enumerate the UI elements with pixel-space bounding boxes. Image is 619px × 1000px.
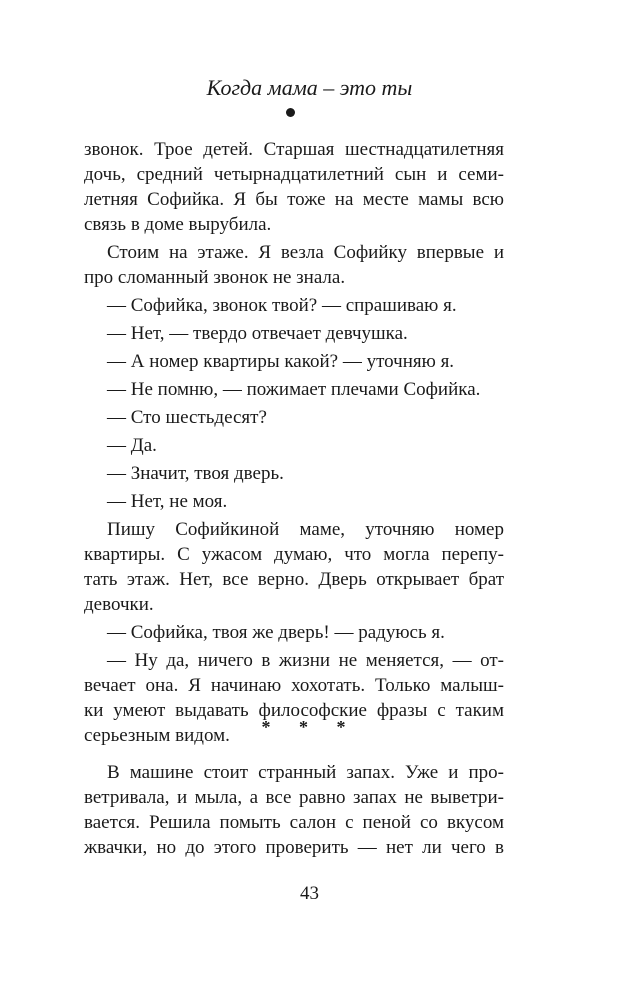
text-line: серьезным видом.: [84, 725, 230, 746]
text-line: ветривала, и мыла, а все равно запах не выветри-: [84, 787, 504, 808]
dialogue-line: — Да.: [107, 435, 157, 456]
text-line: вечает она. Я начинаю хохотать. Только малыш-: [84, 675, 504, 696]
header-bullet-icon: [286, 108, 295, 117]
text-line: Пишу Софийкиной маме, уточняю номер: [107, 519, 504, 540]
text-line: девочки.: [84, 594, 154, 615]
text-block-next-section: [84, 760, 504, 860]
text-line: квартиры. С ужасом думаю, что могла перепу-: [84, 544, 504, 565]
dialogue-line: — А номер квартиры какой? — уточняю я.: [107, 351, 455, 372]
text-line: летняя Софийка. Я бы тоже на месте мамы всю: [84, 189, 504, 210]
dialogue-line: — Нет, — твердо отвечает девчушка.: [107, 323, 408, 344]
section-separator: * * *: [261, 717, 358, 737]
text-block-main: [84, 137, 504, 748]
dialogue-line: — Не помню, — пожимает плечами Софийка.: [107, 379, 481, 400]
dialogue-line: — Софийка, твоя же дверь! — радуюсь я.: [107, 622, 445, 643]
dialogue-line: — Ну да, ничего в жизни не меняется, — от-: [107, 650, 504, 671]
text-line: В машине стоит странный запах. Уже и про-: [107, 762, 504, 783]
text-line: вается. Решила помыть салон с пеной со вкусом: [84, 812, 504, 833]
text-line: дочь, средний четырнадцатилетний сын и семи-: [84, 164, 504, 185]
page-number: 43: [300, 883, 319, 904]
text-line: связь в доме вырубила.: [84, 214, 272, 235]
running-header-title: Когда мама – это ты: [206, 75, 413, 100]
dialogue-line: — Нет, не моя.: [107, 491, 228, 512]
text-line: жвачки, но до этого проверить — нет ли чего в: [84, 837, 504, 858]
dialogue-line: — Сто шестьдесят?: [107, 407, 267, 428]
text-line: тать этаж. Нет, все верно. Дверь открывает брат: [84, 569, 504, 590]
text-line: ки умеют выдавать философские фразы с таким: [84, 700, 504, 721]
text-line: про сломанный звонок не знала.: [84, 267, 346, 288]
dialogue-line: — Значит, твоя дверь.: [107, 463, 284, 484]
text-line: звонок. Трое детей. Старшая шестнадцатилетняя: [84, 139, 504, 160]
text-line: Стоим на этаже. Я везла Софийку впервые и: [107, 242, 504, 263]
dialogue-line: — Софийка, звонок твой? — спрашиваю я.: [107, 295, 457, 316]
